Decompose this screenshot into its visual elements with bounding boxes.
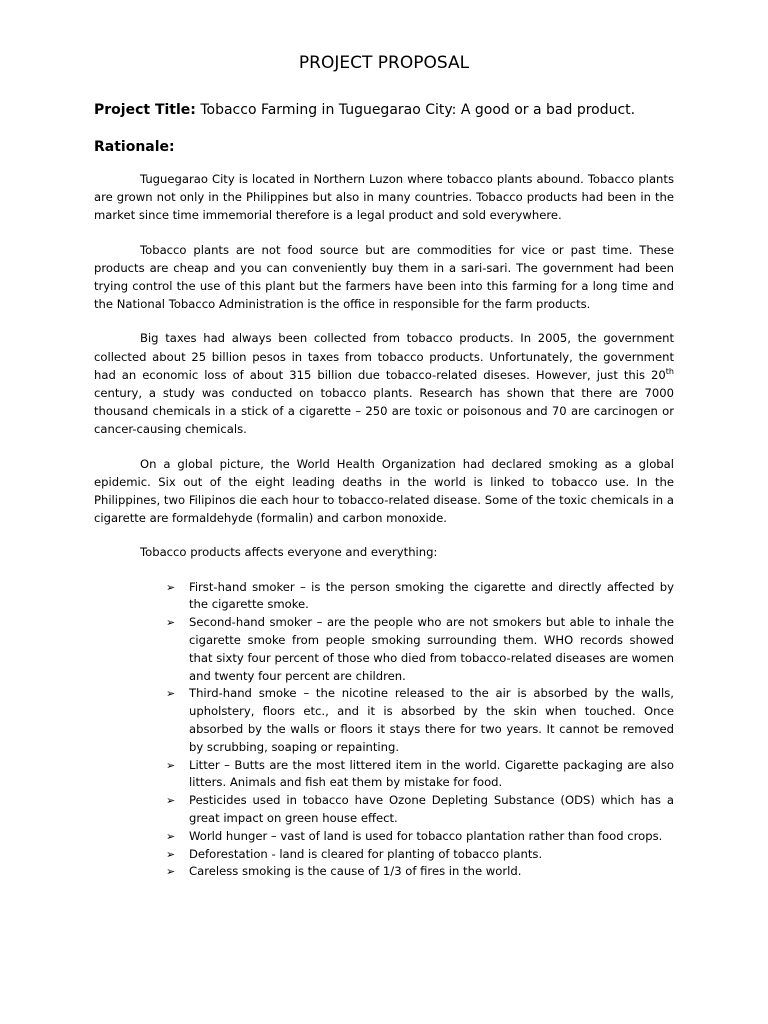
arrow-bullet-icon: ➢ (166, 616, 176, 630)
paragraph-3-text-before: Big taxes had always been collected from tobacco products. In 2005, the government collected about 25 billion pesos in taxes from tobacco products. Unfortunately, the government had an economic loss of about 315 billion due tobacco-related diseses. However, just this 20 (94, 331, 674, 382)
rationale-heading: Rationale: (94, 139, 175, 155)
project-title-line (94, 100, 674, 120)
arrow-bullet-icon: ➢ (166, 865, 176, 879)
effects-list (94, 579, 674, 882)
list-item-text: Careless smoking is the cause of 1/3 of fires in the world. (189, 864, 522, 879)
list-item-text: Pesticides used in tobacco have Ozone Depleting Substance (ODS) which has a great impact on green house effect. (189, 793, 674, 826)
arrow-bullet-icon: ➢ (166, 687, 176, 701)
list-item (166, 792, 674, 828)
list-item (166, 579, 674, 615)
arrow-bullet-icon: ➢ (166, 758, 176, 772)
rationale-paragraph-1: Tuguegarao City is located in Northern Luzon where tobacco plants abound. Tobacco plants are grown not only in the Philippines but also in many countries. Tobacco products had been in the market since time immemorial therefore is a legal product and sold everywhere. (94, 172, 674, 223)
document-title: PROJECT PROPOSAL (298, 53, 470, 73)
arrow-bullet-icon: ➢ (166, 580, 176, 594)
paragraph-3-text-after: century, a study was conducted on tobacco plants. Research has shown that there are 7000 thousand chemicals in a stick of a cigarette – 250 are toxic or poisonous and 70 are carcinogen or cancer-causing chemicals. (94, 386, 674, 437)
list-item-text: World hunger – vast of land is used for tobacco plantation rather than food crops. (189, 828, 663, 843)
project-title-label: Project Title: (94, 102, 196, 118)
arrow-bullet-icon: ➢ (166, 829, 176, 843)
list-item-text: First-hand smoker – is the person smoking the cigarette and directly affected by the cigarette smoke. (189, 579, 674, 612)
list-item (166, 685, 674, 756)
rationale-paragraph-3 (94, 329, 674, 438)
list-item (166, 863, 674, 881)
project-title-value: Tobacco Farming in Tuguegarao City: A good or a bad product. (200, 102, 636, 118)
list-intro: Tobacco products affects everyone and everything: (140, 545, 438, 560)
list-item (166, 614, 674, 685)
rationale-paragraph-2: Tobacco plants are not food source but are commodities for vice or past time. These products are cheap and you can conveniently buy them in a sari-sari. The government had been trying control the use of this plant but the farmers have been into this farming for a long time and the National Tobacco Administration is the office in responsible for the farm products. (94, 242, 674, 312)
list-item (166, 828, 674, 846)
arrow-bullet-icon: ➢ (166, 847, 176, 861)
list-item-text: Second-hand smoker – are the people who are not smokers but able to inhale the cigarette smoke from people smoking surrounding them. WHO records showed that sixty four percent of those who died from tobacco-related diseases are women and twenty four percent are children. (189, 615, 674, 683)
ordinal-suffix: th (665, 366, 674, 376)
list-item-text: Deforestation - land is cleared for planting of tobacco plants. (189, 846, 543, 861)
list-item (166, 846, 674, 864)
rationale-paragraph-4: On a global picture, the World Health Organization had declared smoking as a global epidemic. Six out of the eight leading deaths in the world is linked to tobacco use. In the Philippines, two Filipinos die each hour to tobacco-related disease. Some of the toxic chemicals in a cigarette are formaldehyde (formalin) and carbon monoxide. (94, 456, 674, 526)
list-item (166, 757, 674, 793)
list-item-text: Third-hand smoke – the nicotine released to the air is absorbed by the walls, upholstery, floors etc., and it is absorbed by the skin when touched. Once absorbed by the walls or floors it stays there for two years. It cannot be removed by scrubbing, soaping or repainting. (189, 686, 674, 754)
list-item-text: Litter – Butts are the most littered item in the world. Cigarette packaging are also litters. Animals and fish eat them by mistake for food. (189, 757, 674, 790)
arrow-bullet-icon: ➢ (166, 794, 176, 808)
